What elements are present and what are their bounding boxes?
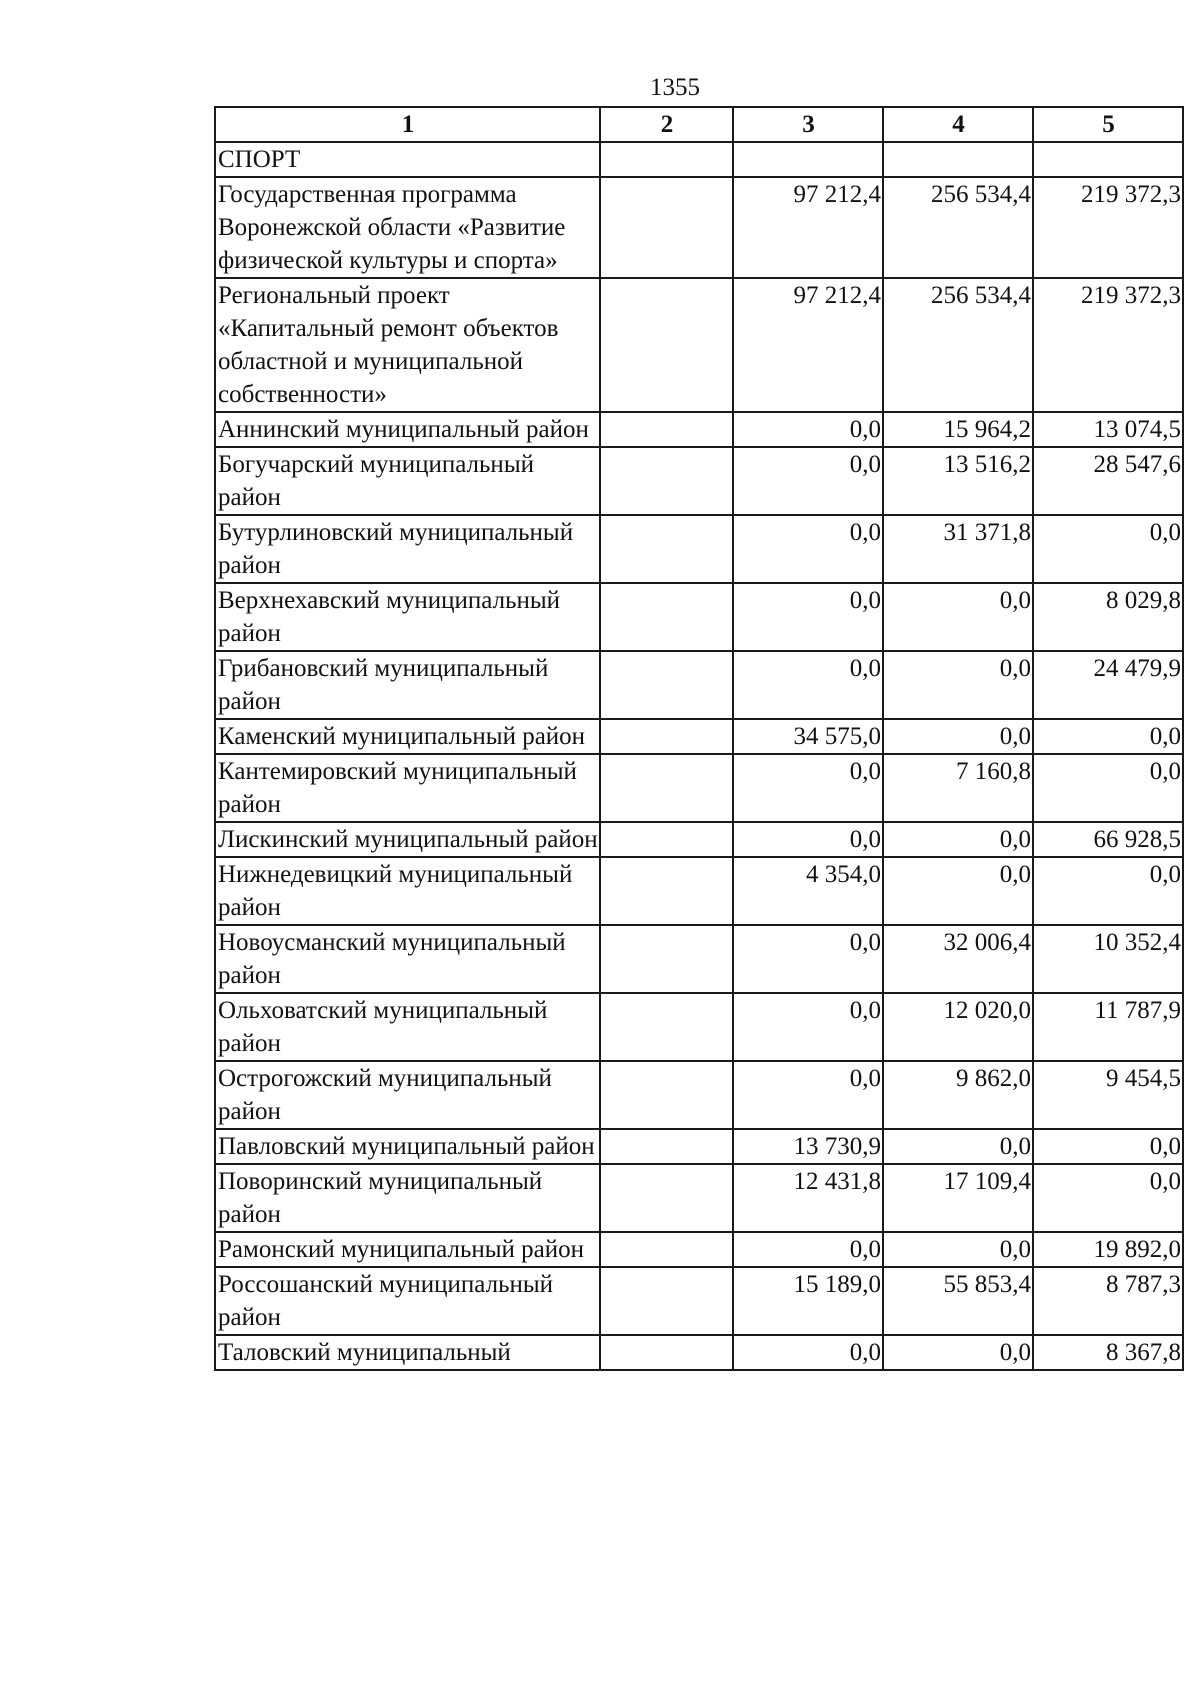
column-3-value: 0,0 bbox=[733, 1061, 883, 1129]
row-name-cell: СПОРТ bbox=[215, 142, 600, 177]
column-5-value: 0,0 bbox=[1033, 1164, 1183, 1232]
column-3-value: 0,0 bbox=[733, 1232, 883, 1267]
row-name-cell: Острогожский муниципальный район bbox=[215, 1061, 600, 1129]
column-3-value: 97 212,4 bbox=[733, 177, 883, 278]
column-4-value: 12 020,0 bbox=[883, 993, 1033, 1061]
column-2-cell bbox=[600, 822, 733, 857]
column-2-cell bbox=[600, 651, 733, 719]
column-4-value: 256 534,4 bbox=[883, 278, 1033, 412]
column-header: 4 bbox=[883, 107, 1033, 142]
column-3-value bbox=[733, 142, 883, 177]
table-header-row bbox=[215, 107, 1183, 142]
column-2-cell bbox=[600, 1232, 733, 1267]
column-3-value: 0,0 bbox=[733, 993, 883, 1061]
column-5-value: 8 787,3 bbox=[1033, 1267, 1183, 1335]
column-2-cell bbox=[600, 1335, 733, 1370]
row-name-cell: Ольховатский муниципальный район bbox=[215, 993, 600, 1061]
row-name-cell: Верхнехавский муниципальный район bbox=[215, 583, 600, 651]
column-4-value: 0,0 bbox=[883, 1335, 1033, 1370]
column-5-value: 24 479,9 bbox=[1033, 651, 1183, 719]
table-row bbox=[215, 1061, 1183, 1129]
column-4-value: 55 853,4 bbox=[883, 1267, 1033, 1335]
row-name-cell: Рамонский муниципальный район bbox=[215, 1232, 600, 1267]
column-5-value: 0,0 bbox=[1033, 754, 1183, 822]
column-5-value: 219 372,3 bbox=[1033, 278, 1183, 412]
column-3-value: 97 212,4 bbox=[733, 278, 883, 412]
column-4-value: 17 109,4 bbox=[883, 1164, 1033, 1232]
column-2-cell bbox=[600, 583, 733, 651]
row-name-cell: Нижнедевицкий муниципальный район bbox=[215, 857, 600, 925]
table-row bbox=[215, 447, 1183, 515]
column-4-value bbox=[883, 142, 1033, 177]
page-number: 1355 bbox=[650, 74, 700, 101]
column-3-value: 0,0 bbox=[733, 754, 883, 822]
column-4-value: 31 371,8 bbox=[883, 515, 1033, 583]
row-name-cell: Региональный проект «Капитальный ремонт объектов областной и муниципальной собственности» bbox=[215, 278, 600, 412]
column-4-value: 0,0 bbox=[883, 822, 1033, 857]
column-3-value: 0,0 bbox=[733, 1335, 883, 1370]
column-2-cell bbox=[600, 278, 733, 412]
column-5-value: 8 029,8 bbox=[1033, 583, 1183, 651]
column-2-cell bbox=[600, 142, 733, 177]
column-4-value: 256 534,4 bbox=[883, 177, 1033, 278]
column-4-value: 0,0 bbox=[883, 719, 1033, 754]
row-name-cell: Таловский муниципальный bbox=[215, 1335, 600, 1370]
column-2-cell bbox=[600, 447, 733, 515]
column-3-value: 34 575,0 bbox=[733, 719, 883, 754]
column-4-value: 0,0 bbox=[883, 1129, 1033, 1164]
column-4-value: 13 516,2 bbox=[883, 447, 1033, 515]
column-2-cell bbox=[600, 1129, 733, 1164]
column-5-value: 11 787,9 bbox=[1033, 993, 1183, 1061]
row-name-cell: Россошанский муниципальный район bbox=[215, 1267, 600, 1335]
table-body bbox=[215, 142, 1183, 1370]
table-row bbox=[215, 1129, 1183, 1164]
column-header: 3 bbox=[733, 107, 883, 142]
column-5-value: 9 454,5 bbox=[1033, 1061, 1183, 1129]
column-3-value: 12 431,8 bbox=[733, 1164, 883, 1232]
budget-table bbox=[214, 106, 1184, 1371]
table-row bbox=[215, 857, 1183, 925]
column-header: 2 bbox=[600, 107, 733, 142]
column-3-value: 0,0 bbox=[733, 412, 883, 447]
column-5-value: 8 367,8 bbox=[1033, 1335, 1183, 1370]
column-4-value: 0,0 bbox=[883, 651, 1033, 719]
row-name-cell: Новоусманский муниципальный район bbox=[215, 925, 600, 993]
table-row bbox=[215, 925, 1183, 993]
column-2-cell bbox=[600, 993, 733, 1061]
column-4-value: 0,0 bbox=[883, 857, 1033, 925]
column-3-value: 0,0 bbox=[733, 447, 883, 515]
column-5-value: 0,0 bbox=[1033, 1129, 1183, 1164]
column-2-cell bbox=[600, 1267, 733, 1335]
table-row bbox=[215, 651, 1183, 719]
column-3-value: 4 354,0 bbox=[733, 857, 883, 925]
column-5-value: 0,0 bbox=[1033, 515, 1183, 583]
column-2-cell bbox=[600, 515, 733, 583]
row-name-cell: Бутурлиновский муниципальный район bbox=[215, 515, 600, 583]
column-5-value: 13 074,5 bbox=[1033, 412, 1183, 447]
table-row bbox=[215, 142, 1183, 177]
column-5-value: 10 352,4 bbox=[1033, 925, 1183, 993]
column-2-cell bbox=[600, 857, 733, 925]
row-name-cell: Государственная программа Воронежской области «Развитие физической культуры и спорта» bbox=[215, 177, 600, 278]
column-4-value: 32 006,4 bbox=[883, 925, 1033, 993]
table-row bbox=[215, 1267, 1183, 1335]
column-5-value bbox=[1033, 142, 1183, 177]
column-3-value: 0,0 bbox=[733, 583, 883, 651]
column-3-value: 0,0 bbox=[733, 822, 883, 857]
table-row bbox=[215, 1232, 1183, 1267]
column-header: 1 bbox=[215, 107, 600, 142]
column-5-value: 219 372,3 bbox=[1033, 177, 1183, 278]
column-3-value: 13 730,9 bbox=[733, 1129, 883, 1164]
table-row bbox=[215, 177, 1183, 278]
table-row bbox=[215, 278, 1183, 412]
row-name-cell: Аннинский муниципальный район bbox=[215, 412, 600, 447]
column-2-cell bbox=[600, 177, 733, 278]
column-4-value: 0,0 bbox=[883, 1232, 1033, 1267]
table-row bbox=[215, 583, 1183, 651]
column-4-value: 0,0 bbox=[883, 583, 1033, 651]
column-4-value: 15 964,2 bbox=[883, 412, 1033, 447]
row-name-cell: Лискинский муниципальный район bbox=[215, 822, 600, 857]
row-name-cell: Грибановский муниципальный район bbox=[215, 651, 600, 719]
column-2-cell bbox=[600, 412, 733, 447]
column-2-cell bbox=[600, 719, 733, 754]
table-row bbox=[215, 719, 1183, 754]
row-name-cell: Павловский муниципальный район bbox=[215, 1129, 600, 1164]
table-row bbox=[215, 1164, 1183, 1232]
column-2-cell bbox=[600, 754, 733, 822]
row-name-cell: Богучарский муниципальный район bbox=[215, 447, 600, 515]
row-name-cell: Каменский муниципальный район bbox=[215, 719, 600, 754]
row-name-cell: Кантемировский муниципальный район bbox=[215, 754, 600, 822]
column-2-cell bbox=[600, 1061, 733, 1129]
column-3-value: 0,0 bbox=[733, 651, 883, 719]
column-3-value: 0,0 bbox=[733, 925, 883, 993]
column-4-value: 7 160,8 bbox=[883, 754, 1033, 822]
column-3-value: 15 189,0 bbox=[733, 1267, 883, 1335]
table-row bbox=[215, 822, 1183, 857]
column-2-cell bbox=[600, 1164, 733, 1232]
table-row bbox=[215, 412, 1183, 447]
table-row bbox=[215, 1335, 1183, 1370]
column-3-value: 0,0 bbox=[733, 515, 883, 583]
column-5-value: 19 892,0 bbox=[1033, 1232, 1183, 1267]
table-row bbox=[215, 993, 1183, 1061]
column-4-value: 9 862,0 bbox=[883, 1061, 1033, 1129]
column-5-value: 0,0 bbox=[1033, 719, 1183, 754]
table-row bbox=[215, 754, 1183, 822]
column-5-value: 28 547,6 bbox=[1033, 447, 1183, 515]
column-2-cell bbox=[600, 925, 733, 993]
column-5-value: 0,0 bbox=[1033, 857, 1183, 925]
row-name-cell: Поворинский муниципальный район bbox=[215, 1164, 600, 1232]
table-row bbox=[215, 515, 1183, 583]
column-header: 5 bbox=[1033, 107, 1183, 142]
column-5-value: 66 928,5 bbox=[1033, 822, 1183, 857]
